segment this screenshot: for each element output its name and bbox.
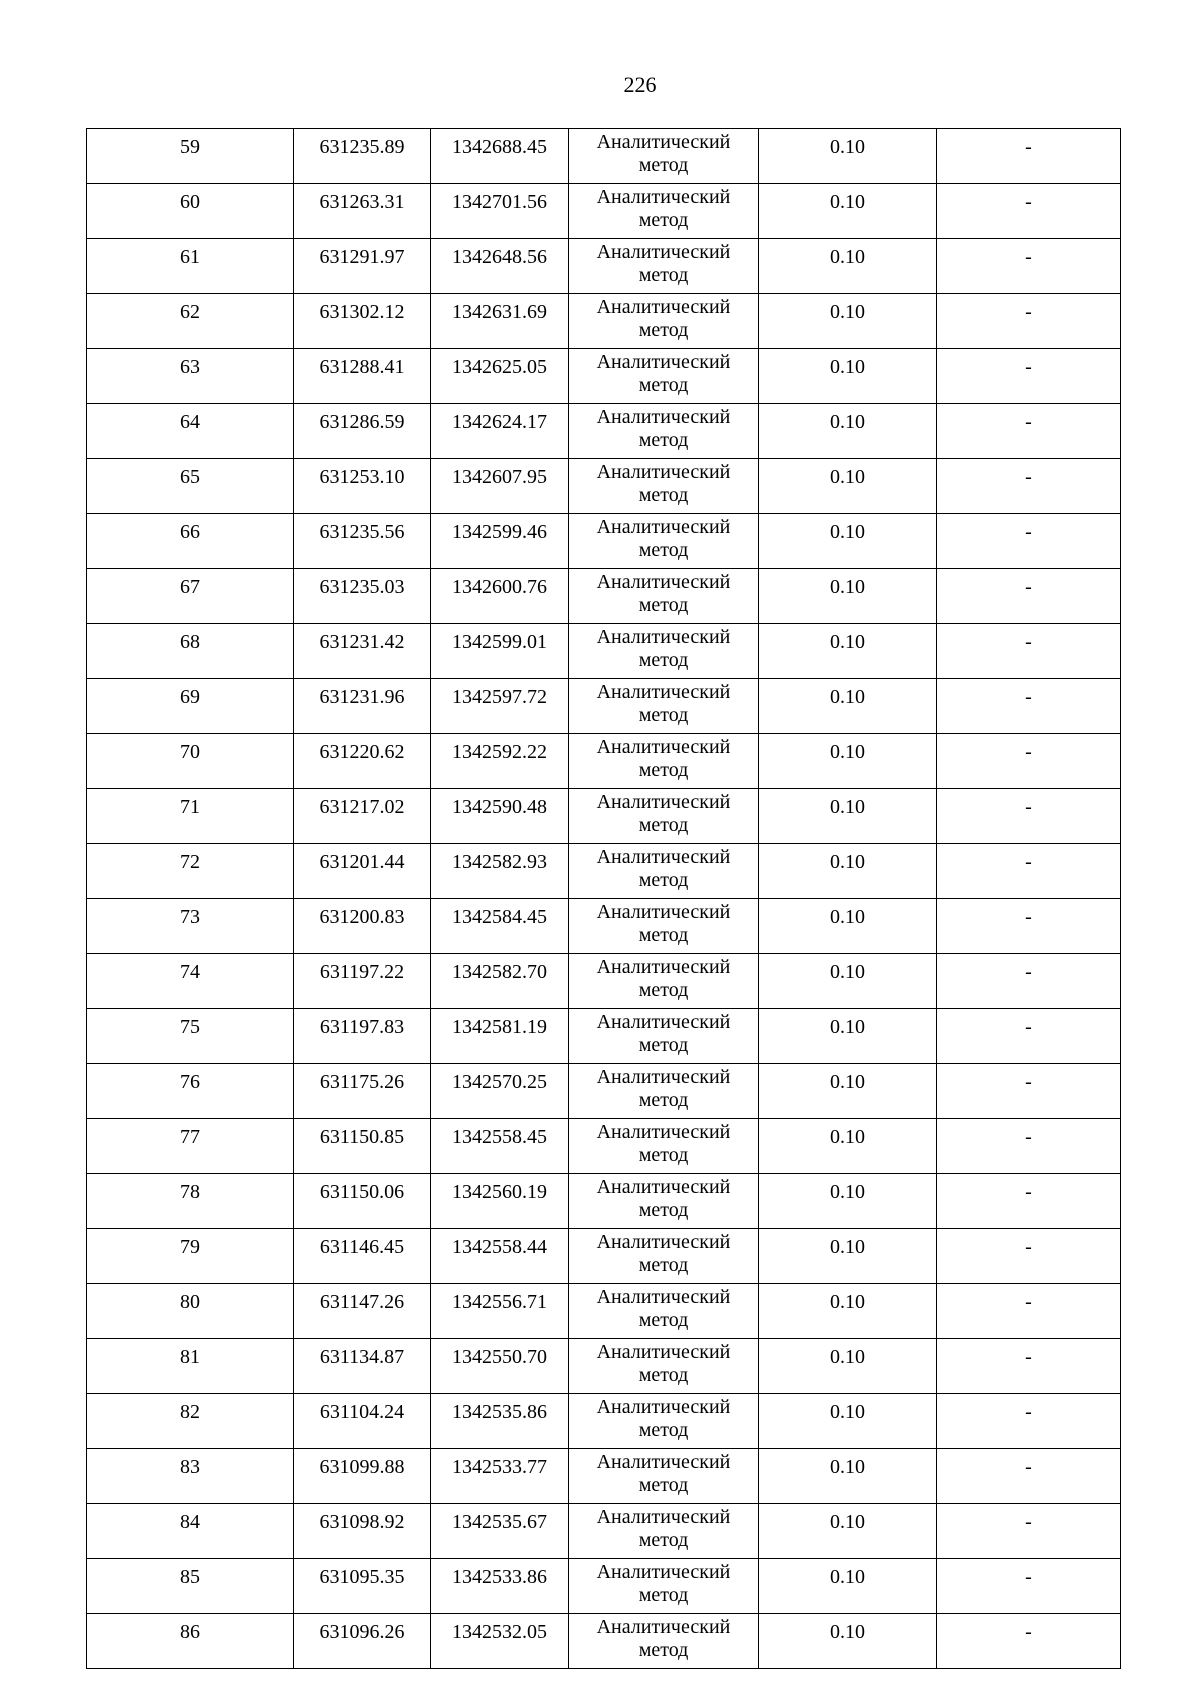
x-coordinate-cell: 631302.12 bbox=[294, 294, 431, 349]
point-number-cell: 83 bbox=[87, 1449, 294, 1504]
x-coordinate-cell: 631200.83 bbox=[294, 899, 431, 954]
x-coordinate-cell: 631220.62 bbox=[294, 734, 431, 789]
method-line-1: Аналитический bbox=[596, 131, 731, 153]
accuracy-cell: 0.10 bbox=[759, 899, 937, 954]
x-coordinate-cell: 631217.02 bbox=[294, 789, 431, 844]
method-cell bbox=[569, 1174, 759, 1229]
note-cell: - bbox=[937, 514, 1121, 569]
method-cell bbox=[569, 789, 759, 844]
y-coordinate-cell: 1342624.17 bbox=[431, 404, 569, 459]
y-coordinate-cell: 1342558.45 bbox=[431, 1119, 569, 1174]
x-coordinate-cell: 631288.41 bbox=[294, 349, 431, 404]
accuracy-cell: 0.10 bbox=[759, 844, 937, 899]
accuracy-cell: 0.10 bbox=[759, 184, 937, 239]
table-row bbox=[87, 569, 1121, 624]
method-line-1: Аналитический bbox=[596, 791, 731, 813]
note-cell: - bbox=[937, 569, 1121, 624]
table-row bbox=[87, 1174, 1121, 1229]
method-line-1: Аналитический bbox=[596, 516, 731, 538]
x-coordinate-cell: 631134.87 bbox=[294, 1339, 431, 1394]
point-number-cell: 68 bbox=[87, 624, 294, 679]
method-cell bbox=[569, 1119, 759, 1174]
method-line-2: метод bbox=[638, 649, 689, 671]
method-cell bbox=[569, 569, 759, 624]
point-number-cell: 69 bbox=[87, 679, 294, 734]
point-number-cell: 74 bbox=[87, 954, 294, 1009]
table-row bbox=[87, 679, 1121, 734]
x-coordinate-cell: 631291.97 bbox=[294, 239, 431, 294]
method-cell bbox=[569, 349, 759, 404]
table-row bbox=[87, 1394, 1121, 1449]
accuracy-cell: 0.10 bbox=[759, 1064, 937, 1119]
method-cell bbox=[569, 129, 759, 184]
method-line-1: Аналитический bbox=[596, 351, 731, 373]
table-row bbox=[87, 624, 1121, 679]
x-coordinate-cell: 631146.45 bbox=[294, 1229, 431, 1284]
method-cell bbox=[569, 1614, 759, 1669]
note-cell: - bbox=[937, 1504, 1121, 1559]
method-line-1: Аналитический bbox=[596, 1121, 731, 1143]
table-row bbox=[87, 1064, 1121, 1119]
note-cell: - bbox=[937, 679, 1121, 734]
method-line-2: метод bbox=[638, 869, 689, 891]
table-row bbox=[87, 514, 1121, 569]
table-row bbox=[87, 459, 1121, 514]
method-line-1: Аналитический bbox=[596, 956, 731, 978]
y-coordinate-cell: 1342533.86 bbox=[431, 1559, 569, 1614]
method-line-2: метод bbox=[638, 924, 689, 946]
method-line-2: метод bbox=[638, 154, 689, 176]
method-line-1: Аналитический bbox=[596, 461, 731, 483]
table-row bbox=[87, 1009, 1121, 1064]
table-row bbox=[87, 1504, 1121, 1559]
point-number-cell: 61 bbox=[87, 239, 294, 294]
y-coordinate-cell: 1342570.25 bbox=[431, 1064, 569, 1119]
table-row bbox=[87, 1119, 1121, 1174]
point-number-cell: 76 bbox=[87, 1064, 294, 1119]
accuracy-cell: 0.10 bbox=[759, 1394, 937, 1449]
method-cell bbox=[569, 1064, 759, 1119]
table-row bbox=[87, 789, 1121, 844]
y-coordinate-cell: 1342532.05 bbox=[431, 1614, 569, 1669]
x-coordinate-cell: 631095.35 bbox=[294, 1559, 431, 1614]
point-number-cell: 59 bbox=[87, 129, 294, 184]
x-coordinate-cell: 631098.92 bbox=[294, 1504, 431, 1559]
method-cell bbox=[569, 459, 759, 514]
note-cell: - bbox=[937, 1009, 1121, 1064]
table-row bbox=[87, 1284, 1121, 1339]
note-cell: - bbox=[937, 404, 1121, 459]
y-coordinate-cell: 1342688.45 bbox=[431, 129, 569, 184]
accuracy-cell: 0.10 bbox=[759, 1009, 937, 1064]
note-cell: - bbox=[937, 239, 1121, 294]
method-line-1: Аналитический bbox=[596, 846, 731, 868]
method-line-2: метод bbox=[638, 759, 689, 781]
method-cell bbox=[569, 679, 759, 734]
method-line-1: Аналитический bbox=[596, 1011, 731, 1033]
method-line-1: Аналитический bbox=[596, 626, 731, 648]
note-cell: - bbox=[937, 1064, 1121, 1119]
method-cell bbox=[569, 1449, 759, 1504]
method-cell bbox=[569, 954, 759, 1009]
note-cell: - bbox=[937, 1394, 1121, 1449]
accuracy-cell: 0.10 bbox=[759, 404, 937, 459]
accuracy-cell: 0.10 bbox=[759, 954, 937, 1009]
method-cell bbox=[569, 184, 759, 239]
method-cell bbox=[569, 624, 759, 679]
method-line-1: Аналитический bbox=[596, 901, 731, 923]
x-coordinate-cell: 631263.31 bbox=[294, 184, 431, 239]
point-number-cell: 82 bbox=[87, 1394, 294, 1449]
accuracy-cell: 0.10 bbox=[759, 624, 937, 679]
accuracy-cell: 0.10 bbox=[759, 459, 937, 514]
note-cell: - bbox=[937, 349, 1121, 404]
x-coordinate-cell: 631147.26 bbox=[294, 1284, 431, 1339]
y-coordinate-cell: 1342556.71 bbox=[431, 1284, 569, 1339]
note-cell: - bbox=[937, 624, 1121, 679]
y-coordinate-cell: 1342625.05 bbox=[431, 349, 569, 404]
method-line-2: метод bbox=[638, 979, 689, 1001]
method-line-2: метод bbox=[638, 704, 689, 726]
method-line-2: метод bbox=[638, 1254, 689, 1276]
accuracy-cell: 0.10 bbox=[759, 734, 937, 789]
page-number: 226 bbox=[623, 72, 657, 97]
table-row bbox=[87, 1614, 1121, 1669]
table-row bbox=[87, 294, 1121, 349]
note-cell: - bbox=[937, 1119, 1121, 1174]
accuracy-cell: 0.10 bbox=[759, 349, 937, 404]
method-line-1: Аналитический bbox=[596, 681, 731, 703]
accuracy-cell: 0.10 bbox=[759, 1174, 937, 1229]
method-cell bbox=[569, 734, 759, 789]
accuracy-cell: 0.10 bbox=[759, 569, 937, 624]
method-line-2: метод bbox=[638, 1474, 689, 1496]
note-cell: - bbox=[937, 1284, 1121, 1339]
point-number-cell: 84 bbox=[87, 1504, 294, 1559]
x-coordinate-cell: 631235.56 bbox=[294, 514, 431, 569]
method-line-1: Аналитический bbox=[596, 1286, 731, 1308]
x-coordinate-cell: 631175.26 bbox=[294, 1064, 431, 1119]
x-coordinate-cell: 631201.44 bbox=[294, 844, 431, 899]
method-cell bbox=[569, 239, 759, 294]
method-line-2: метод bbox=[638, 264, 689, 286]
accuracy-cell: 0.10 bbox=[759, 679, 937, 734]
y-coordinate-cell: 1342535.86 bbox=[431, 1394, 569, 1449]
note-cell: - bbox=[937, 789, 1121, 844]
point-number-cell: 67 bbox=[87, 569, 294, 624]
method-line-1: Аналитический bbox=[596, 571, 731, 593]
method-line-1: Аналитический bbox=[596, 1451, 731, 1473]
x-coordinate-cell: 631197.22 bbox=[294, 954, 431, 1009]
y-coordinate-cell: 1342607.95 bbox=[431, 459, 569, 514]
method-cell bbox=[569, 844, 759, 899]
method-line-1: Аналитический bbox=[596, 736, 731, 758]
note-cell: - bbox=[937, 459, 1121, 514]
method-cell bbox=[569, 1009, 759, 1064]
y-coordinate-cell: 1342560.19 bbox=[431, 1174, 569, 1229]
note-cell: - bbox=[937, 129, 1121, 184]
y-coordinate-cell: 1342558.44 bbox=[431, 1229, 569, 1284]
note-cell: - bbox=[937, 294, 1121, 349]
point-number-cell: 60 bbox=[87, 184, 294, 239]
y-coordinate-cell: 1342597.72 bbox=[431, 679, 569, 734]
method-line-2: метод bbox=[638, 1034, 689, 1056]
x-coordinate-cell: 631150.06 bbox=[294, 1174, 431, 1229]
point-number-cell: 80 bbox=[87, 1284, 294, 1339]
accuracy-cell: 0.10 bbox=[759, 789, 937, 844]
point-number-cell: 65 bbox=[87, 459, 294, 514]
note-cell: - bbox=[937, 954, 1121, 1009]
table-row bbox=[87, 1339, 1121, 1394]
method-line-1: Аналитический bbox=[596, 186, 731, 208]
table-row bbox=[87, 129, 1121, 184]
point-number-cell: 78 bbox=[87, 1174, 294, 1229]
method-line-1: Аналитический bbox=[596, 1341, 731, 1363]
note-cell: - bbox=[937, 844, 1121, 899]
accuracy-cell: 0.10 bbox=[759, 1504, 937, 1559]
method-line-2: метод bbox=[638, 484, 689, 506]
x-coordinate-cell: 631235.03 bbox=[294, 569, 431, 624]
accuracy-cell: 0.10 bbox=[759, 1449, 937, 1504]
y-coordinate-cell: 1342590.48 bbox=[431, 789, 569, 844]
y-coordinate-cell: 1342581.19 bbox=[431, 1009, 569, 1064]
point-number-cell: 75 bbox=[87, 1009, 294, 1064]
method-cell bbox=[569, 294, 759, 349]
point-number-cell: 64 bbox=[87, 404, 294, 459]
coordinates-table bbox=[86, 128, 1121, 1669]
y-coordinate-cell: 1342535.67 bbox=[431, 1504, 569, 1559]
accuracy-cell: 0.10 bbox=[759, 294, 937, 349]
note-cell: - bbox=[937, 1449, 1121, 1504]
method-line-1: Аналитический bbox=[596, 1396, 731, 1418]
point-number-cell: 85 bbox=[87, 1559, 294, 1614]
method-line-2: метод bbox=[638, 1144, 689, 1166]
method-cell bbox=[569, 1284, 759, 1339]
method-line-1: Аналитический bbox=[596, 1176, 731, 1198]
point-number-cell: 79 bbox=[87, 1229, 294, 1284]
method-line-1: Аналитический bbox=[596, 1066, 731, 1088]
table-row bbox=[87, 184, 1121, 239]
method-cell bbox=[569, 514, 759, 569]
table-row bbox=[87, 349, 1121, 404]
point-number-cell: 63 bbox=[87, 349, 294, 404]
note-cell: - bbox=[937, 1229, 1121, 1284]
x-coordinate-cell: 631099.88 bbox=[294, 1449, 431, 1504]
point-number-cell: 77 bbox=[87, 1119, 294, 1174]
y-coordinate-cell: 1342582.93 bbox=[431, 844, 569, 899]
table-row bbox=[87, 1449, 1121, 1504]
method-line-2: метод bbox=[638, 1529, 689, 1551]
method-line-2: метод bbox=[638, 319, 689, 341]
method-cell bbox=[569, 1504, 759, 1559]
table-row bbox=[87, 734, 1121, 789]
y-coordinate-cell: 1342582.70 bbox=[431, 954, 569, 1009]
method-line-1: Аналитический bbox=[596, 1561, 731, 1583]
method-line-2: метод bbox=[638, 429, 689, 451]
x-coordinate-cell: 631253.10 bbox=[294, 459, 431, 514]
y-coordinate-cell: 1342550.70 bbox=[431, 1339, 569, 1394]
note-cell: - bbox=[937, 734, 1121, 789]
method-line-1: Аналитический bbox=[596, 296, 731, 318]
method-line-2: метод bbox=[638, 814, 689, 836]
point-number-cell: 70 bbox=[87, 734, 294, 789]
method-line-2: метод bbox=[638, 374, 689, 396]
table-row bbox=[87, 1229, 1121, 1284]
y-coordinate-cell: 1342599.01 bbox=[431, 624, 569, 679]
point-number-cell: 81 bbox=[87, 1339, 294, 1394]
note-cell: - bbox=[937, 899, 1121, 954]
x-coordinate-cell: 631104.24 bbox=[294, 1394, 431, 1449]
note-cell: - bbox=[937, 1559, 1121, 1614]
x-coordinate-cell: 631231.42 bbox=[294, 624, 431, 679]
method-line-2: метод bbox=[638, 1584, 689, 1606]
y-coordinate-cell: 1342701.56 bbox=[431, 184, 569, 239]
accuracy-cell: 0.10 bbox=[759, 1614, 937, 1669]
accuracy-cell: 0.10 bbox=[759, 1339, 937, 1394]
y-coordinate-cell: 1342631.69 bbox=[431, 294, 569, 349]
y-coordinate-cell: 1342533.77 bbox=[431, 1449, 569, 1504]
method-line-2: метод bbox=[638, 209, 689, 231]
table-row bbox=[87, 899, 1121, 954]
method-cell bbox=[569, 1394, 759, 1449]
note-cell: - bbox=[937, 184, 1121, 239]
table-row bbox=[87, 239, 1121, 294]
point-number-cell: 86 bbox=[87, 1614, 294, 1669]
y-coordinate-cell: 1342584.45 bbox=[431, 899, 569, 954]
note-cell: - bbox=[937, 1614, 1121, 1669]
method-cell bbox=[569, 1229, 759, 1284]
method-line-1: Аналитический bbox=[596, 241, 731, 263]
table-body bbox=[87, 129, 1121, 1669]
x-coordinate-cell: 631231.96 bbox=[294, 679, 431, 734]
method-cell bbox=[569, 899, 759, 954]
x-coordinate-cell: 631197.83 bbox=[294, 1009, 431, 1064]
accuracy-cell: 0.10 bbox=[759, 1119, 937, 1174]
y-coordinate-cell: 1342600.76 bbox=[431, 569, 569, 624]
accuracy-cell: 0.10 bbox=[759, 1229, 937, 1284]
point-number-cell: 72 bbox=[87, 844, 294, 899]
method-line-2: метод bbox=[638, 1639, 689, 1661]
y-coordinate-cell: 1342592.22 bbox=[431, 734, 569, 789]
accuracy-cell: 0.10 bbox=[759, 1284, 937, 1339]
method-line-1: Аналитический bbox=[596, 1231, 731, 1253]
method-line-1: Аналитический bbox=[596, 406, 731, 428]
point-number-cell: 66 bbox=[87, 514, 294, 569]
method-line-2: метод bbox=[638, 539, 689, 561]
method-line-2: метод bbox=[638, 1089, 689, 1111]
table-row bbox=[87, 844, 1121, 899]
method-line-2: метод bbox=[638, 1199, 689, 1221]
accuracy-cell: 0.10 bbox=[759, 129, 937, 184]
x-coordinate-cell: 631235.89 bbox=[294, 129, 431, 184]
accuracy-cell: 0.10 bbox=[759, 239, 937, 294]
point-number-cell: 73 bbox=[87, 899, 294, 954]
table-row bbox=[87, 954, 1121, 1009]
table-row bbox=[87, 404, 1121, 459]
method-cell bbox=[569, 404, 759, 459]
method-cell bbox=[569, 1559, 759, 1614]
method-line-1: Аналитический bbox=[596, 1506, 731, 1528]
y-coordinate-cell: 1342648.56 bbox=[431, 239, 569, 294]
accuracy-cell: 0.10 bbox=[759, 514, 937, 569]
note-cell: - bbox=[937, 1174, 1121, 1229]
method-cell bbox=[569, 1339, 759, 1394]
method-line-2: метод bbox=[638, 1309, 689, 1331]
method-line-2: метод bbox=[638, 594, 689, 616]
y-coordinate-cell: 1342599.46 bbox=[431, 514, 569, 569]
point-number-cell: 62 bbox=[87, 294, 294, 349]
accuracy-cell: 0.10 bbox=[759, 1559, 937, 1614]
point-number-cell: 71 bbox=[87, 789, 294, 844]
note-cell: - bbox=[937, 1339, 1121, 1394]
x-coordinate-cell: 631286.59 bbox=[294, 404, 431, 459]
x-coordinate-cell: 631096.26 bbox=[294, 1614, 431, 1669]
method-line-1: Аналитический bbox=[596, 1616, 731, 1638]
table-row bbox=[87, 1559, 1121, 1614]
method-line-2: метод bbox=[638, 1364, 689, 1386]
method-line-2: метод bbox=[638, 1419, 689, 1441]
x-coordinate-cell: 631150.85 bbox=[294, 1119, 431, 1174]
